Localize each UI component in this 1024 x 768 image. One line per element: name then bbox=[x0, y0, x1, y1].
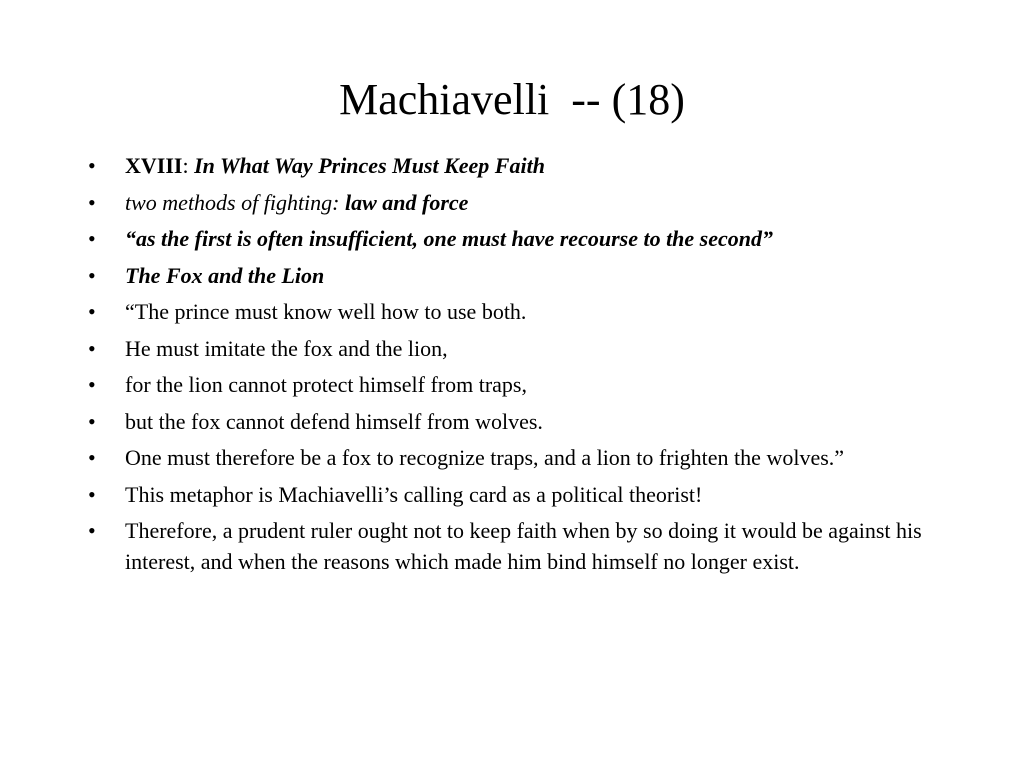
bullet-icon: • bbox=[88, 408, 96, 434]
bullet-text: This metaphor is Machiavelli’s calling card as a political theorist! bbox=[125, 481, 703, 507]
bullet-item bbox=[88, 223, 938, 254]
bullet-icon: • bbox=[88, 299, 96, 324]
bullet-item bbox=[88, 333, 938, 364]
bullet-quote: “as the first is often insufficient, one must have recourse to the second” bbox=[125, 226, 774, 251]
bullet-text: but the fox cannot defend himself from wolves. bbox=[125, 408, 543, 434]
bullet-item bbox=[88, 296, 938, 327]
bullet-icon: • bbox=[88, 226, 96, 251]
bullet-item bbox=[88, 369, 938, 400]
chapter-number: XVIII bbox=[125, 153, 183, 178]
bullet-text: for the lion cannot protect himself from traps, bbox=[125, 372, 527, 397]
bullet-heading: The Fox and the Lion bbox=[125, 262, 325, 288]
bullet-icon: • bbox=[88, 518, 96, 543]
bullet-icon: • bbox=[88, 445, 96, 470]
bullet-item bbox=[88, 187, 938, 218]
chapter-title: In What Way Princes Must Keep Faith bbox=[194, 153, 545, 178]
slide-title: Machiavelli -- (18) bbox=[339, 75, 685, 124]
bullet-item bbox=[88, 406, 938, 437]
bullet-text: He must imitate the fox and the lion, bbox=[125, 335, 448, 361]
bullet-text: One must therefore be a fox to recognize traps, and a lion to frighten the wolves.” bbox=[125, 445, 845, 470]
bullet-item bbox=[88, 150, 938, 181]
bullet-icon: • bbox=[88, 335, 96, 361]
bullet-text-lead: two methods of fighting: bbox=[125, 189, 345, 215]
bullet-icon: • bbox=[88, 372, 96, 397]
bullet-text: “The prince must know well how to use both. bbox=[125, 299, 527, 324]
bullet-icon: • bbox=[88, 481, 96, 507]
bullet-item bbox=[88, 515, 938, 577]
bullet-item bbox=[88, 442, 938, 473]
bullet-list bbox=[88, 150, 938, 583]
bullet-icon: • bbox=[88, 262, 96, 288]
bullet-text-emphasis: law and force bbox=[345, 189, 469, 215]
bullet-item bbox=[88, 479, 938, 510]
chapter-separator: : bbox=[182, 153, 195, 178]
bullet-item bbox=[88, 260, 938, 291]
bullet-text: Therefore, a prudent ruler ought not to keep faith when by so doing it would be against his interest, and when the reasons which made him bind himself no longer exist. bbox=[125, 518, 922, 574]
bullet-icon: • bbox=[88, 189, 96, 215]
bullet-icon: • bbox=[88, 153, 96, 178]
